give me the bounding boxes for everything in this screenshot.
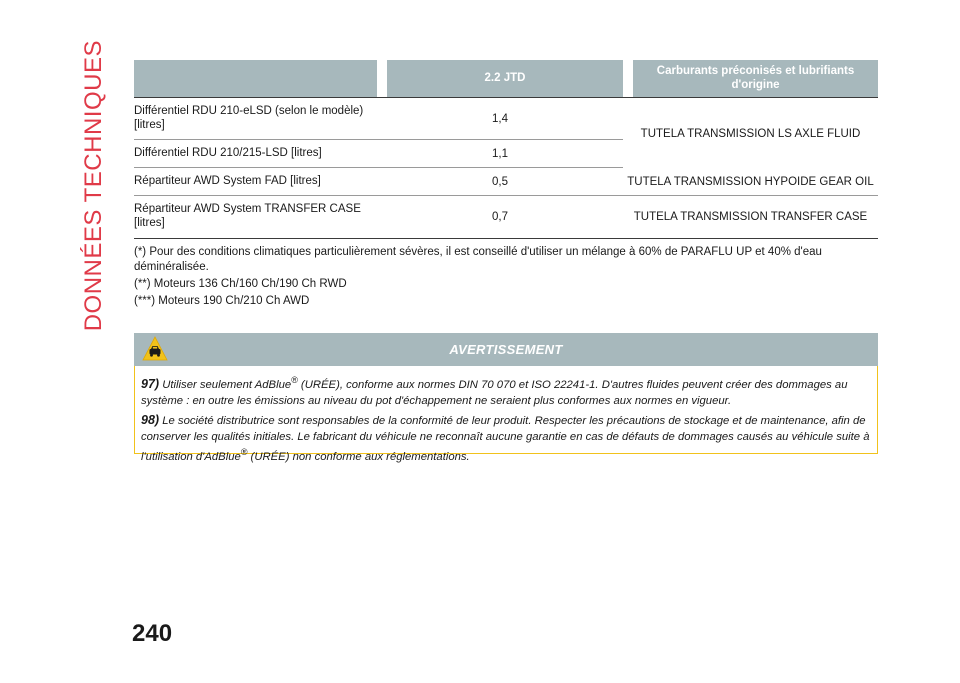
row-value: 0,7: [492, 211, 508, 223]
table-header: [134, 60, 878, 97]
section-title: DONNÉES TECHNIQUES: [80, 40, 107, 332]
table-row: [134, 196, 878, 238]
table-notes: [134, 245, 834, 311]
header-blank-cell: [134, 60, 377, 97]
note-item: (**) Moteurs 136 Ch/160 Ch/190 Ch RWD: [134, 277, 347, 290]
merged-fluid-cell: TUTELA TRANSMISSION LS AXLE FLUID: [623, 99, 878, 170]
note-item: (*) Pour des conditions climatiques particulièrement sévères, il est conseillé d'utiliser un mélange à 60% de PARAFLU UP et 40% d'eau déminéralisée.: [134, 246, 822, 273]
row-label: Différentiel RDU 210/215-LSD [litres]: [134, 146, 322, 159]
warning-car-icon: [142, 336, 168, 362]
row-value: 1,4: [492, 112, 508, 125]
row-label: Répartiteur AWD System TRANSFER CASE [litres]: [134, 203, 361, 229]
row-value: 1,1: [492, 147, 508, 160]
page-number: 240: [132, 620, 173, 647]
warning-item: 97) Utiliser seulement AdBlue® (URÉE), conforme aux normes DIN 70 070 et ISO 22241-1. D'autres fluides peuvent créer des dommages au système : en outre les émissions au niveau du pot d'échappement ne seraient plus conformes aux normes en vigueur.: [141, 375, 848, 407]
row-fluid: TUTELA TRANSMISSION TRANSFER CASE: [633, 211, 868, 223]
row-fluid: TUTELA TRANSMISSION HYPOIDE GEAR OIL: [627, 175, 874, 188]
warning-body: [134, 366, 878, 463]
table-body: [134, 97, 878, 239]
lubricants-table: [134, 60, 878, 239]
row-value: 0,5: [492, 175, 508, 188]
header-fluids: Carburants préconisés et lubrifiants d'origine: [633, 60, 878, 97]
header-model: 2.2 JTD: [387, 60, 623, 97]
row-label: Répartiteur AWD System FAD [litres]: [134, 174, 321, 187]
warning-number: 97): [141, 376, 160, 391]
table-row: [134, 168, 878, 196]
warning-item: 98) Le société distributrice sont responsables de la conformité de leur produit. Respecter les précautions de stockage et de maintenance, afin de conserver les qualités initiales. Le fabricant du véhicule ne reconnaît aucune garantie en cas de défauts de dommages causés au véhicule suite à l'utilisation d'AdBlue® (URÉE) non conforme aux réglementations.: [141, 413, 870, 463]
warning-title: AVERTISSEMENT: [449, 342, 563, 357]
warning-header: [134, 333, 878, 366]
note-item: (***) Moteurs 190 Ch/210 Ch AWD: [134, 294, 310, 307]
warning-number: 98): [141, 413, 160, 428]
row-label: Différentiel RDU 210-eLSD (selon le modèle) [litres]: [134, 104, 364, 131]
